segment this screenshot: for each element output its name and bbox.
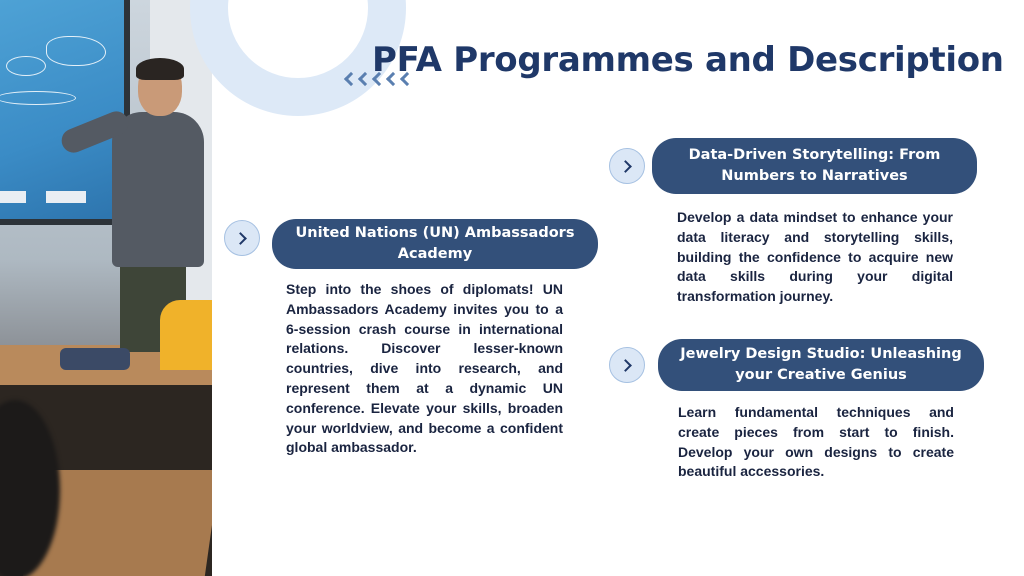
programme-title-jewelry-design[interactable]: Jewelry Design Studio: Unleashing your Creative Genius [658, 339, 984, 391]
chevron-right-icon[interactable] [609, 347, 645, 383]
programme-description-data-storytelling: Develop a data mindset to enhance your data literacy and storytelling skills, building the confidence to acquire new data skills during your digital transformation journey. [677, 209, 953, 305]
programme-description-un-ambassadors: Step into the shoes of diplomats! UN Ambassadors Academy invites you to a 6-session crash course in international relations. Discover lesser-known countries, dive into research, and represent them at a dynamic UN conference. Elevate your skills, broaden your worldview, and become a confident global ambassador. [286, 281, 563, 456]
chevron-right-icon[interactable] [224, 220, 260, 256]
photo-bag [60, 348, 130, 370]
photo-person-hair [136, 58, 184, 80]
classroom-photo [0, 0, 212, 576]
page-title: PFA Programmes and Description [372, 40, 1004, 80]
programme-description-jewelry-design: Learn fundamental techniques and create pieces from start to finish. Develop your own designs to create beautiful accessories. [678, 404, 954, 480]
programme-title-un-ambassadors[interactable]: United Nations (UN) Ambassadors Academy [272, 219, 598, 269]
photo-student [160, 300, 212, 370]
photo-person-body [112, 112, 204, 267]
chevron-right-icon[interactable] [609, 148, 645, 184]
programme-title-data-storytelling[interactable]: Data-Driven Storytelling: From Numbers to Narratives [652, 138, 977, 194]
